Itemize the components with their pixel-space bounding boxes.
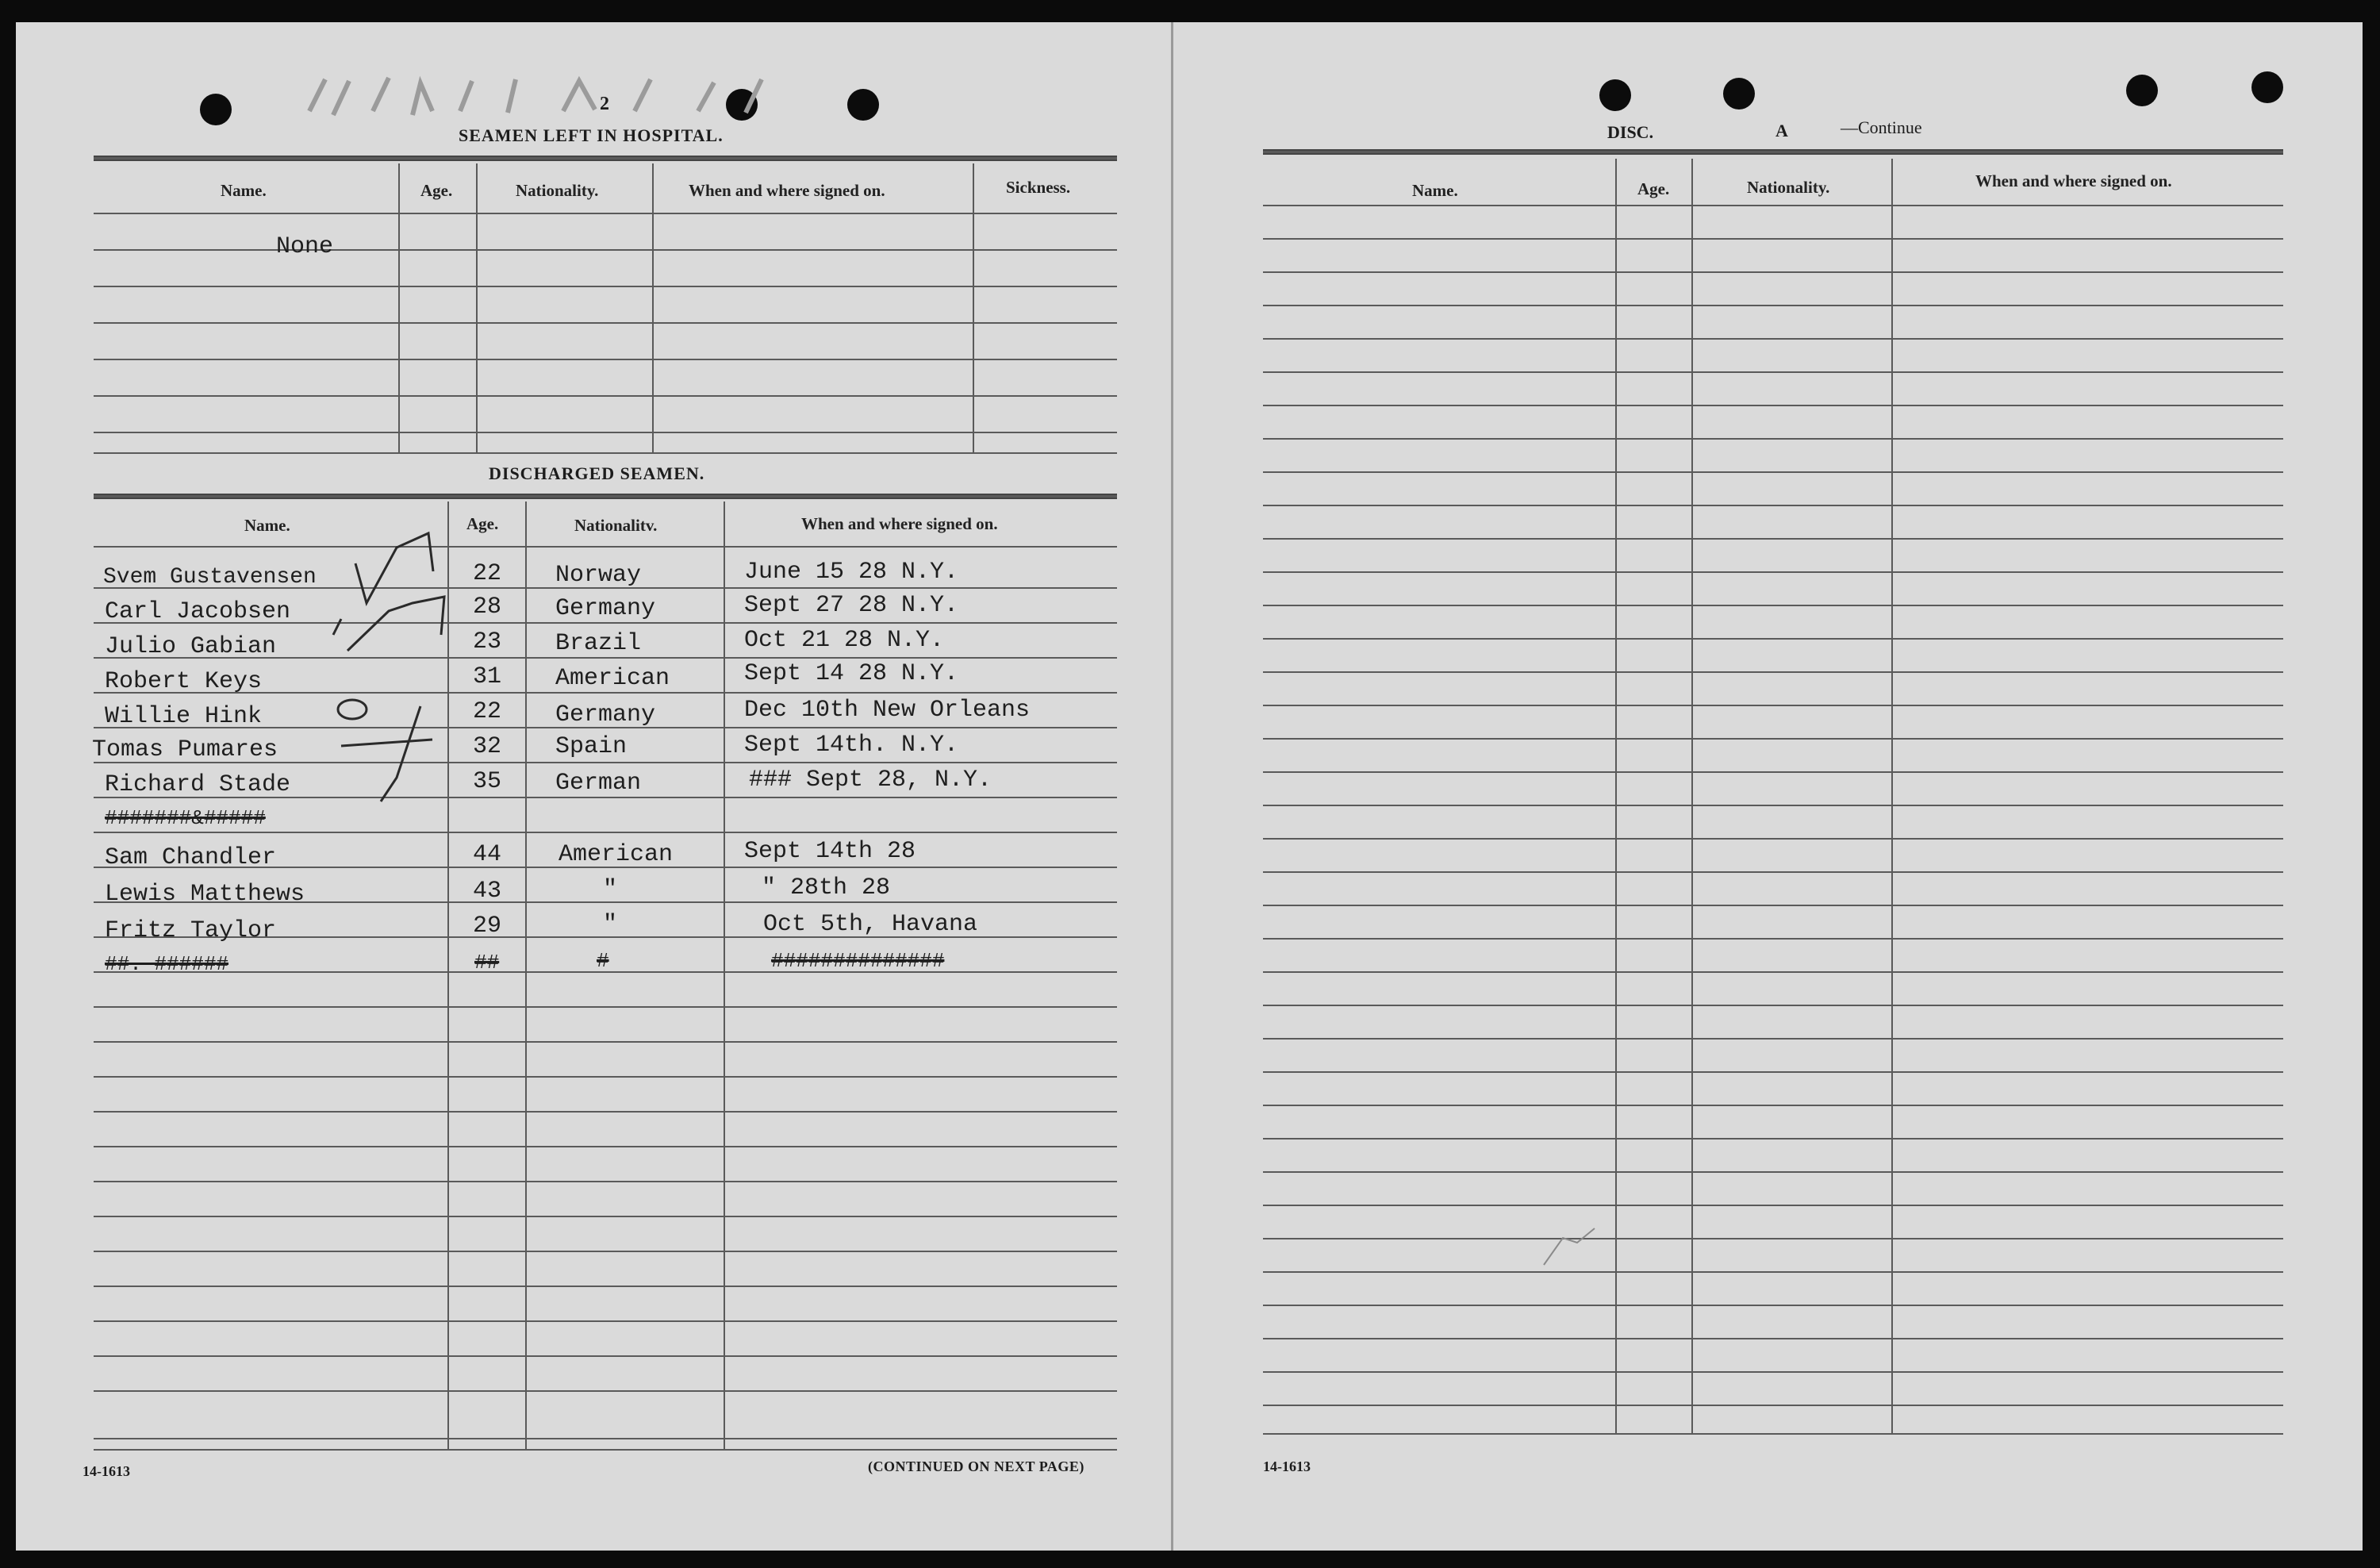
- discharged-header-age: Age.: [466, 514, 499, 533]
- table-row-name: Lewis Matthews: [105, 881, 305, 908]
- table-row-nationality: ": [603, 911, 618, 938]
- table-rule: [94, 156, 1117, 161]
- table-row-age: 43: [473, 878, 502, 905]
- table-rule: [94, 1449, 1117, 1451]
- table-rule: [94, 546, 1117, 548]
- continued-note: (CONTINUED ON NEXT PAGE): [868, 1458, 1084, 1474]
- table-rule: [1263, 705, 2283, 706]
- column-rule: [398, 163, 400, 452]
- table-rule: [1263, 838, 2283, 840]
- right-header-age: Age.: [1637, 179, 1670, 198]
- table-rule: [1263, 1238, 2283, 1239]
- table-rule: [1263, 205, 2283, 206]
- table-rule: [1263, 905, 2283, 906]
- column-rule: [724, 502, 725, 1451]
- punch-hole: [847, 89, 879, 121]
- table-row-signed-on: Dec 10th New Orleans: [744, 697, 1031, 724]
- table-rule: [94, 494, 1117, 499]
- table-row-nationality: Brazil: [555, 630, 642, 657]
- column-rule: [652, 163, 654, 452]
- table-row-age: 32: [473, 733, 502, 760]
- table-row-nationality: #: [597, 949, 609, 973]
- table-rule: [1263, 438, 2283, 440]
- table-rule: [1263, 371, 2283, 373]
- table-row-signed-on: Oct 21 28 N.Y.: [744, 627, 945, 654]
- table-rule: [1263, 538, 2283, 540]
- table-rule: [94, 359, 1117, 360]
- table-row-nationality: German: [555, 770, 642, 797]
- hospital-header-nationality: Nationality.: [516, 181, 599, 200]
- pencil-mark: [1539, 1222, 1603, 1270]
- table-rule: [1263, 149, 2283, 155]
- column-rule: [973, 163, 974, 452]
- table-rule: [1263, 1038, 2283, 1040]
- table-rule: [1263, 605, 2283, 606]
- table-row-age: 23: [473, 628, 502, 655]
- table-row-age: 22: [473, 698, 502, 725]
- punch-hole: [1599, 79, 1631, 111]
- table-rule: [1263, 1138, 2283, 1139]
- check-mark-icon: [325, 587, 452, 659]
- table-rule: [1263, 771, 2283, 773]
- table-rule: [1263, 1005, 2283, 1006]
- table-rule: [1263, 971, 2283, 973]
- table-rule: [1263, 1405, 2283, 1406]
- table-row-age: 22: [473, 560, 502, 587]
- table-rule: [1263, 1271, 2283, 1273]
- hospital-header-name: Name.: [221, 181, 267, 200]
- discharged-section-title: DISCHARGED SEAMEN.: [489, 463, 705, 483]
- table-row-signed-on: Sept 14 28 N.Y.: [744, 660, 959, 687]
- table-rule: [1263, 471, 2283, 473]
- column-rule: [1615, 159, 1617, 1435]
- table-rule: [1263, 1433, 2283, 1435]
- hospital-header-age: Age.: [420, 181, 453, 200]
- table-row-nationality: American: [555, 665, 670, 692]
- table-row-nationality: American: [559, 841, 674, 868]
- table-row-nationality: ": [603, 876, 618, 903]
- right-form-number: 14-1613: [1263, 1458, 1311, 1474]
- table-row-signed-on: ### Sept 28, N.Y.: [749, 767, 992, 794]
- right-header-nationality: Nationality.: [1747, 178, 1830, 197]
- column-rule: [1891, 159, 1893, 1435]
- table-rule: [94, 1146, 1117, 1147]
- table-rule: [1263, 571, 2283, 573]
- table-rule: [94, 452, 1117, 454]
- table-rule: [94, 1076, 1117, 1078]
- table-rule: [1263, 1305, 2283, 1306]
- discharged-header-name: Name.: [244, 516, 290, 535]
- table-rule: [1263, 338, 2283, 340]
- page-fold: [1171, 22, 1173, 1551]
- hospital-header-signed-on: When and where signed on.: [689, 181, 885, 200]
- table-rule: [1263, 271, 2283, 273]
- punch-hole: [2251, 71, 2283, 103]
- hospital-row-name: None: [276, 233, 334, 260]
- table-row-name: Svem Gustavensen: [103, 565, 317, 590]
- table-rule: [1263, 671, 2283, 673]
- table-row-age: 44: [473, 841, 502, 868]
- table-rule: [1263, 1338, 2283, 1339]
- hospital-section-title: SEAMEN LEFT IN HOSPITAL.: [459, 125, 724, 145]
- table-rule: [1263, 1205, 2283, 1206]
- table-rule: [94, 1390, 1117, 1392]
- table-row-name: Carl Jacobsen: [105, 598, 291, 625]
- table-rule: [94, 395, 1117, 397]
- table-row-age: ##: [474, 951, 500, 974]
- check-mark-icon: [333, 698, 444, 809]
- table-rule: [1263, 1371, 2283, 1373]
- table-row-name: Willie Hink: [105, 703, 263, 730]
- column-rule: [525, 502, 527, 1451]
- discharged-header-signed-on: When and where signed on.: [801, 514, 998, 533]
- table-row-age: 29: [473, 913, 502, 940]
- table-rule: [1263, 238, 2283, 240]
- table-row-name: Robert Keys: [105, 668, 263, 695]
- right-header-signed-on: When and where signed on.: [1975, 171, 2172, 190]
- table-rule: [94, 1041, 1117, 1043]
- table-row-name: Fritz Taylor: [105, 917, 277, 944]
- table-rule: [1263, 1105, 2283, 1106]
- table-rule: [1263, 805, 2283, 806]
- form-number: 14-1613: [83, 1463, 130, 1479]
- table-row-name: ##. ######: [105, 952, 229, 976]
- table-row-name: Sam Chandler: [105, 844, 277, 871]
- table-rule: [94, 249, 1117, 251]
- punch-hole: [1723, 78, 1755, 110]
- table-rule: [94, 322, 1117, 324]
- table-rule: [1263, 738, 2283, 740]
- table-rule: [94, 832, 1117, 833]
- table-rule: [94, 1216, 1117, 1217]
- table-rule: [94, 1286, 1117, 1287]
- table-row-name: Tomas Pumares: [92, 736, 278, 763]
- table-rule: [1263, 938, 2283, 940]
- table-row-age: 28: [473, 594, 502, 621]
- table-rule: [94, 1251, 1117, 1252]
- table-rule: [94, 213, 1117, 214]
- right-header-name: Name.: [1412, 181, 1458, 200]
- table-row-signed-on: ##############: [771, 949, 945, 973]
- stamp-marks: [301, 71, 793, 127]
- table-rule: [94, 1438, 1117, 1439]
- table-row-age: 31: [473, 663, 502, 690]
- right-page-title: DISC.: [1607, 122, 1654, 142]
- table-row-signed-on: Oct 5th, Havana: [763, 911, 978, 938]
- table-row-name: Julio Gabian: [105, 633, 277, 660]
- table-rule: [94, 1355, 1117, 1357]
- table-row-name: #######&#####: [105, 806, 266, 830]
- table-row-signed-on: Sept 27 28 N.Y.: [744, 592, 959, 619]
- table-rule: [94, 432, 1117, 433]
- table-rule: [94, 1006, 1117, 1008]
- table-row-signed-on: " 28th 28: [762, 874, 891, 901]
- table-row-nationality: Germany: [555, 701, 656, 728]
- table-row-signed-on: Sept 14th. N.Y.: [744, 732, 959, 759]
- column-rule: [476, 163, 478, 452]
- table-rule: [1263, 638, 2283, 640]
- column-rule: [1691, 159, 1693, 1435]
- punch-hole: [200, 94, 232, 125]
- table-rule: [1263, 505, 2283, 506]
- table-row-signed-on: Sept 14th 28: [744, 838, 916, 865]
- discharged-header-nationality: Nationalitv.: [574, 516, 658, 535]
- table-rule: [94, 1320, 1117, 1322]
- table-rule: [94, 1111, 1117, 1113]
- table-rule: [1263, 1171, 2283, 1173]
- table-row-name: Richard Stade: [105, 771, 291, 798]
- hospital-header-sickness: Sickness.: [1006, 178, 1071, 197]
- table-rule: [1263, 305, 2283, 306]
- right-page-continued: —Continue: [1841, 117, 1922, 137]
- table-row-signed-on: June 15 28 N.Y.: [744, 559, 959, 586]
- page-number: 2: [600, 94, 609, 114]
- table-rule: [1263, 1071, 2283, 1073]
- right-page-title-fragment: A: [1775, 121, 1788, 140]
- table-rule: [1263, 871, 2283, 873]
- table-rule: [94, 1181, 1117, 1182]
- table-rule: [94, 286, 1117, 287]
- table-rule: [1263, 405, 2283, 406]
- punch-hole: [2126, 75, 2158, 106]
- table-row-nationality: Germany: [555, 595, 656, 622]
- table-row-nationality: Spain: [555, 733, 628, 760]
- table-row-nationality: Norway: [555, 562, 642, 589]
- table-row-age: 35: [473, 768, 502, 795]
